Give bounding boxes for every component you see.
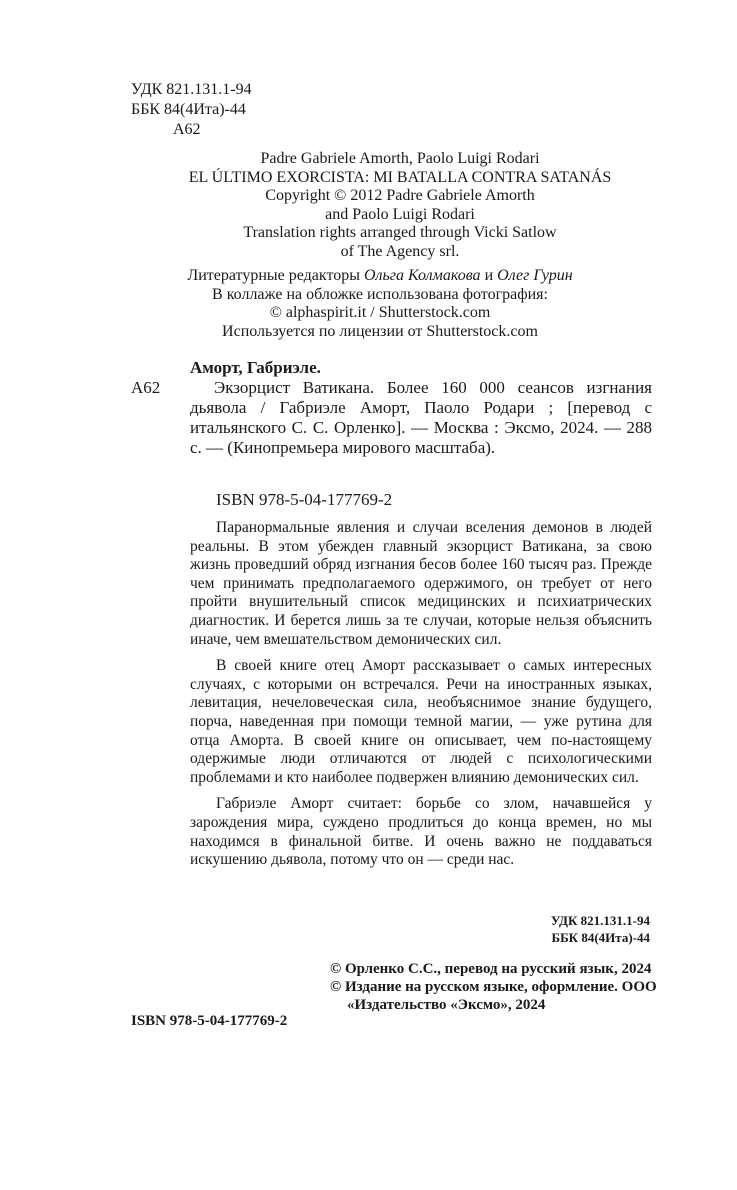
translation-rights: Translation rights arranged through Vicki Satlow <box>243 224 557 241</box>
editor-name: Ольга Колмакова <box>363 267 481 284</box>
copyright-translation: © Орленко С.С., перевод на русский язык, 2024 <box>330 961 652 977</box>
udk-code-bottom: УДК 821.131.1-94 <box>550 913 650 928</box>
original-copyright-cont: and Paolo Luigi Rodari <box>325 205 475 223</box>
original-authors: Padre Gabriele Amorth, Paolo Luigi Rodari <box>260 150 540 167</box>
original-copyright: Copyright © 2012 Padre Gabriele Amorth <box>265 187 535 204</box>
bbk-code: ББК 84(4Ита)-44 <box>131 101 246 118</box>
copyright-block <box>330 960 660 1014</box>
annotation-paragraph: Паранормальные явления и случаи вселения демонов в людей реальны. В этом убежден главный экзорцист Ватикана, за свою жизнь проведший обряд изгнания бесов более 160 тысяч раз. Прежде чем принимать предполагаемого одержимого, он требует от него пройти внушительный список медицинских и психиатрических диагностик. И берется лишь за те случаи, которые нельзя объяснить иначе, чем вмешательством демонических сил. <box>190 519 652 648</box>
catalog-description: Экзорцист Ватикана. Более 160 000 сеансов изгнания дьявола / Габриэле Аморт, Паоло Родари ; [перевод с итальянского С. С. Орленко]. — Москва : Эксмо, 2024. — 288 с. — (Кинопремьера мирового масштаба). <box>190 378 652 457</box>
udk-block <box>131 80 252 140</box>
original-edition-info <box>140 150 660 261</box>
catalog-sign: А62 <box>131 378 161 397</box>
bbk-code-bottom: ББК 84(4Ита)-44 <box>551 930 650 945</box>
annotation-paragraph: Габриэле Аморт считает: борьбе со злом, начавшейся у зарождения мира, суждено продлиться до конца времен, но мы находимся в финальной битве. И очень важно не поддаваться искушению дьявола, потому что он — среди нас. <box>190 795 652 869</box>
annotation <box>190 519 652 878</box>
original-title: EL ÚLTIMO EXORCISTA: MI BATALLA CONTRA SATANÁS <box>188 168 612 186</box>
classification-bottom <box>440 912 650 946</box>
author-sign: А62 <box>173 121 201 138</box>
translation-rights-cont: of The Agency srl. <box>340 242 460 260</box>
photo-credit: В коллаже на обложке использована фотография: <box>212 285 548 303</box>
editors-label: Литературные редакторы <box>187 267 364 284</box>
credits-block <box>160 267 600 341</box>
annotation-paragraph: В своей книге отец Аморт рассказывает о самых интересных случаях, с которыми он встречался. Речи на иностранных языках, левитация, нечеловеческая сила, необъяснимое знание будущего, порча, наведенная при помощи темной магии, — уже рутина для отца Аморта. В своей книге он описывает, чем по-настоящему одержимые люди отличаются от людей с психологическими проблемами и кто наиболее подвержен влиянию демонических сил. <box>190 657 652 786</box>
udk-code: УДК 821.131.1-94 <box>131 81 252 98</box>
editors-conj: и <box>480 267 498 284</box>
footer-isbn: ISBN 978-5-04-177769-2 <box>131 1013 288 1029</box>
catalog-isbn: ISBN 978-5-04-177769-2 <box>216 490 393 509</box>
copyright-edition: © Издание на русском языке, оформление. ООО «Издательство «Эксмо», 2024 <box>330 979 657 1013</box>
editor-name: Олег Гурин <box>497 267 573 284</box>
catalog-author: Аморт, Габриэле. <box>190 358 321 377</box>
photo-license: Используется по лицензии от Shutterstock.com <box>222 322 538 340</box>
editors-line <box>160 267 600 286</box>
photo-source: © alphaspirit.it / Shutterstock.com <box>269 304 491 321</box>
